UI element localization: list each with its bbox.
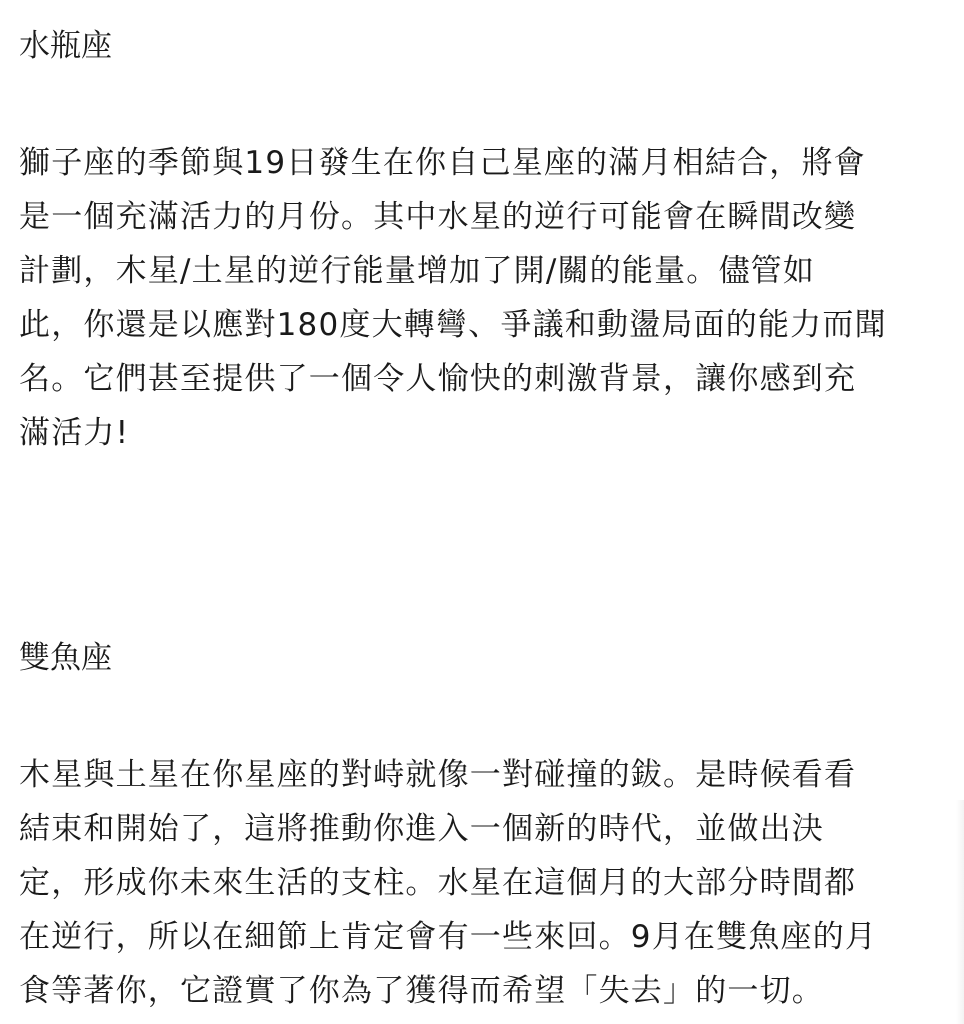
paragraph-line: 食等著你，它證實了你為了獲得而希望「失去」的一切。 xyxy=(19,973,824,1009)
paragraph-line: 此，你還是以應對180度大轉彎、爭議和動盪局面的能力而聞 xyxy=(19,307,887,343)
section-paragraph-pisces xyxy=(19,748,954,1018)
paragraph-line: 計劃，木星/土星的逆行能量增加了開/關的能量。儘管如 xyxy=(19,253,816,289)
section-heading-aquarius: 水瓶座 xyxy=(19,28,112,64)
paragraph-line: 滿活力! xyxy=(19,415,130,451)
paragraph-line: 是一個充滿活力的月份。其中水星的逆行可能會在瞬間改變 xyxy=(19,199,857,235)
scroll-edge xyxy=(956,800,964,1024)
paragraph-line: 定，形成你未來生活的支柱。水星在這個月的大部分時間都 xyxy=(19,865,857,901)
section-paragraph-aquarius xyxy=(19,136,954,460)
paragraph-line: 在逆行，所以在細節上肯定會有一些來回。9月在雙魚座的月 xyxy=(19,919,878,955)
paragraph-line: 木星與土星在你星座的對峙就像一對碰撞的鈸。是時候看看 xyxy=(19,757,857,793)
paragraph-line: 獅子座的季節與19日發生在你自己星座的滿月相結合，將會 xyxy=(19,145,866,181)
paragraph-line: 名。它們甚至提供了一個令人愉快的刺激背景，讓你感到充 xyxy=(19,361,857,397)
section-heading-pisces: 雙魚座 xyxy=(19,640,112,676)
paragraph-line: 結束和開始了，這將推動你進入一個新的時代，並做出決 xyxy=(19,811,824,847)
